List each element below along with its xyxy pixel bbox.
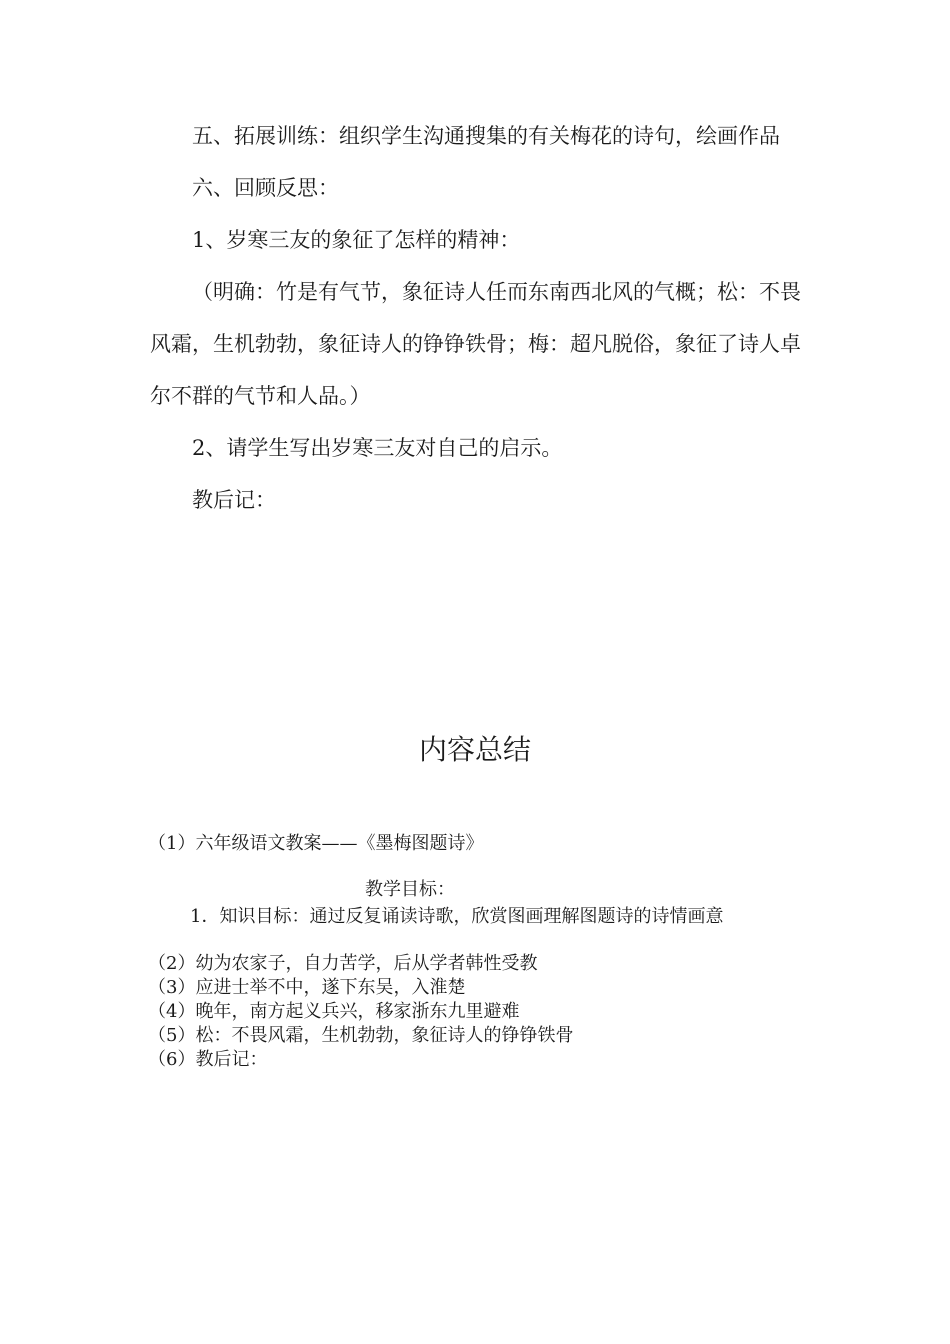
paragraph-question-1: 1、岁寒三友的象征了怎样的精神： xyxy=(192,228,521,252)
paragraph-after-class-notes: 教后记： xyxy=(192,488,276,512)
paragraph-review-heading: 六、回顾反思： xyxy=(192,176,339,200)
summary-list xyxy=(148,952,798,1072)
paragraph-question-2: 2、请学生写出岁寒三友对自己的启示。 xyxy=(192,436,563,460)
paragraph-extension-training: 五、拓展训练：组织学生沟通搜集的有关梅花的诗句，绘画作品 xyxy=(192,124,780,148)
paragraph-answer: （明确：竹是有气节，象征诗人任而东南西北风的气概；松：不畏风霜，生机勃勃，象征诗人的铮铮铁骨；梅：超凡脱俗，象征了诗人卓尔不群的气节和人品。） xyxy=(150,280,801,408)
summary-goal-text: 1．知识目标：通过反复诵读诗歌，欣赏图画理解图题诗的诗情画意 xyxy=(190,906,724,927)
summary-list-item: （5）松：不畏风霜，生机勃勃，象征诗人的铮铮铁骨 xyxy=(148,1025,574,1046)
summary-list-item: （4）晚年，南方起义兵兴，移家浙东九里避难 xyxy=(148,1001,520,1022)
summary-item-1 xyxy=(148,832,798,856)
summary-list-item: （6）教后记： xyxy=(148,1049,268,1070)
summary-subheading xyxy=(365,878,665,902)
summary-list-item: （3）应进士举不中，遂下东吴，入淮楚 xyxy=(148,977,466,998)
summary-subheading-text: 教学目标： xyxy=(365,879,455,900)
lesson-body xyxy=(150,110,810,526)
summary-item-1-text: （1）六年级语文教案——《墨梅图题诗》 xyxy=(148,833,484,854)
summary-goal xyxy=(148,905,798,929)
summary-list-item: （2）幼为农家子，自力苦学，后从学者韩性受教 xyxy=(148,953,538,974)
summary-title: 内容总结 xyxy=(418,733,531,766)
